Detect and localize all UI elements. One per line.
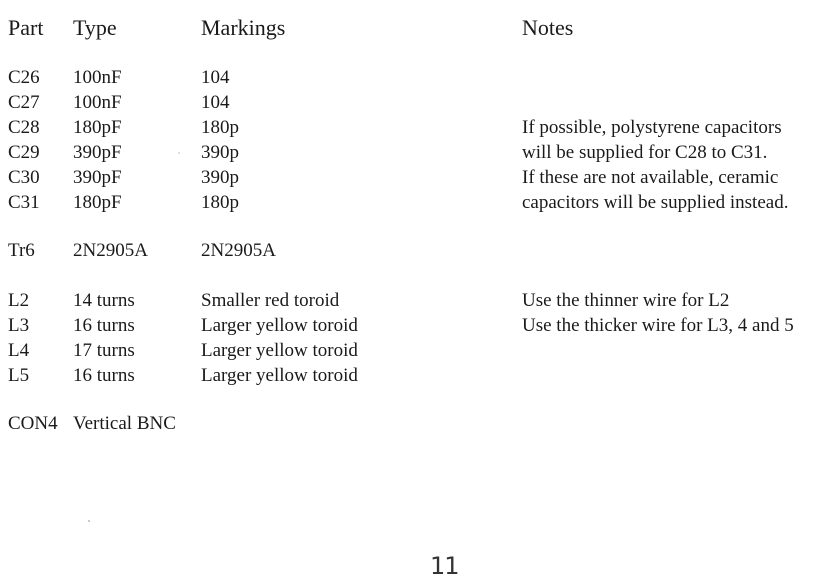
row-notes: If these are not available, ceramic xyxy=(522,167,779,188)
row-type: 390pF xyxy=(73,142,122,163)
row-part: L3 xyxy=(8,315,30,336)
row-type: 2N2905A xyxy=(73,240,148,261)
row-markings: 390p xyxy=(201,142,239,163)
page-number: 11 xyxy=(430,552,459,580)
header-markings: Markings xyxy=(201,15,286,40)
row-markings: Larger yellow toroid xyxy=(201,340,358,361)
row-markings: 180p xyxy=(201,192,239,213)
row-type: 17 turns xyxy=(73,340,135,361)
row-part: C29 xyxy=(8,142,40,163)
row-markings: Smaller red toroid xyxy=(201,290,340,311)
row-markings: 180p xyxy=(201,117,239,138)
row-type: 390pF xyxy=(73,167,122,188)
row-notes: If possible, polystyrene capacitors xyxy=(522,117,782,138)
row-markings: 390p xyxy=(201,167,239,188)
row-part: L4 xyxy=(8,340,30,361)
scan-speck xyxy=(178,152,180,154)
row-markings: Larger yellow toroid xyxy=(201,315,358,336)
row-type: Vertical BNC xyxy=(73,413,176,434)
row-notes: Use the thinner wire for L2 xyxy=(522,290,730,311)
row-part: Tr6 xyxy=(8,240,35,261)
row-type: 100nF xyxy=(73,92,122,113)
row-notes: Use the thicker wire for L3, 4 and 5 xyxy=(522,315,794,336)
row-markings: 104 xyxy=(201,92,230,113)
row-type: 14 turns xyxy=(73,290,135,311)
row-part: L2 xyxy=(8,290,30,311)
header-part: Part xyxy=(8,15,44,40)
row-type: 180pF xyxy=(73,192,122,213)
row-part: L5 xyxy=(8,365,30,386)
row-markings: 104 xyxy=(201,67,230,88)
header-type: Type xyxy=(73,15,117,40)
row-type: 100nF xyxy=(73,67,122,88)
scan-speck xyxy=(88,520,90,522)
row-type: 180pF xyxy=(73,117,122,138)
row-part: C31 xyxy=(8,192,40,213)
row-part: C28 xyxy=(8,117,40,138)
header-notes: Notes xyxy=(522,15,574,40)
row-notes: will be supplied for C28 to C31. xyxy=(522,142,768,163)
row-type: 16 turns xyxy=(73,365,135,386)
row-part: CON4 xyxy=(8,413,58,434)
row-notes: capacitors will be supplied instead. xyxy=(522,192,789,213)
row-markings: 2N2905A xyxy=(201,240,276,261)
row-part: C30 xyxy=(8,167,40,188)
row-type: 16 turns xyxy=(73,315,135,336)
row-part: C27 xyxy=(8,92,40,113)
row-markings: Larger yellow toroid xyxy=(201,365,358,386)
row-part: C26 xyxy=(8,67,40,88)
